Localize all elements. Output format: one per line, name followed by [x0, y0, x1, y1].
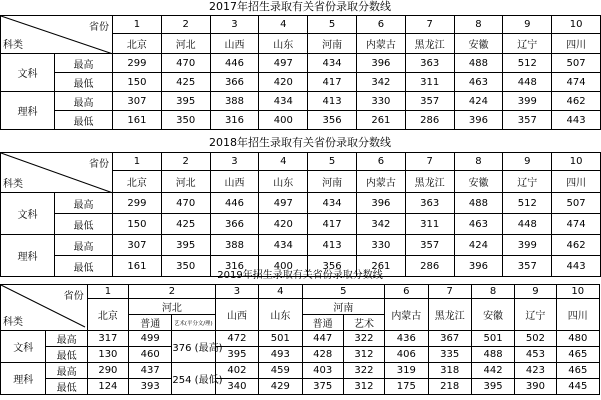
score-cell: 161 — [113, 256, 162, 277]
table-2017-section — [0, 0, 600, 130]
category-like: 理科 — [1, 92, 55, 130]
diagonal-header-cell — [1, 285, 88, 331]
col-number: 9 — [515, 285, 556, 299]
col-number: 5 — [302, 285, 385, 299]
score-cell: 357 — [405, 92, 454, 111]
province-name: 河北 — [161, 34, 210, 54]
score-cell: 130 — [87, 347, 128, 363]
score-cell: 322 — [343, 331, 384, 347]
score-cell: 395 — [161, 235, 210, 256]
score-cell: 350 — [161, 111, 210, 130]
province-name: 四川 — [552, 34, 601, 54]
score-cell: 330 — [356, 235, 405, 256]
score-cell: 396 — [454, 256, 503, 277]
score-cell: 150 — [113, 73, 162, 92]
col-number: 3 — [215, 285, 258, 299]
sub-header-small: 艺术(平分文/理) — [174, 320, 213, 327]
col-number: 8 — [454, 153, 503, 171]
score-cell: 399 — [503, 92, 552, 111]
score-table-2019 — [0, 284, 600, 395]
col-number: 10 — [552, 16, 601, 34]
score-cell: 470 — [161, 54, 210, 73]
score-cell: 340 — [215, 379, 258, 395]
col-number: 8 — [471, 285, 514, 299]
col-number: 4 — [259, 153, 308, 171]
score-cell: 395 — [215, 347, 258, 363]
col-number: 3 — [210, 153, 259, 171]
score-cell: 299 — [113, 193, 162, 214]
province-name: 黑龙江 — [405, 34, 454, 54]
province-name: 河南 — [302, 299, 385, 315]
score-cell: 446 — [210, 193, 259, 214]
row-label-min: 最低 — [46, 347, 87, 363]
col-number: 1 — [87, 285, 128, 299]
score-cell: 396 — [356, 193, 405, 214]
score-cell: 366 — [210, 73, 259, 92]
score-cell: 436 — [385, 331, 428, 347]
score-cell: 413 — [308, 92, 357, 111]
score-cell: 446 — [210, 54, 259, 73]
score-cell: 318 — [428, 363, 471, 379]
score-cell: 261 — [356, 256, 405, 277]
score-cell: 175 — [385, 379, 428, 395]
category-wenke: 文科 — [1, 331, 46, 363]
province-name: 河南 — [308, 34, 357, 54]
col-number: 2 — [161, 16, 210, 34]
province-name: 黑龙江 — [428, 299, 471, 331]
score-table-2018 — [0, 152, 601, 277]
col-number: 9 — [503, 16, 552, 34]
row-label-max: 最高 — [55, 235, 113, 256]
score-cell: 488 — [471, 347, 514, 363]
score-cell: 445 — [556, 379, 599, 395]
score-cell: 316 — [210, 256, 259, 277]
sub-header: 艺术 — [343, 315, 384, 331]
score-cell: 501 — [471, 331, 514, 347]
score-cell: 447 — [302, 331, 343, 347]
province-name: 辽宁 — [503, 171, 552, 193]
province-name: 北京 — [87, 299, 128, 331]
category-wenke: 文科 — [1, 54, 55, 92]
row-label-min: 最低 — [46, 379, 87, 395]
category-like: 理科 — [1, 235, 55, 277]
score-cell: 286 — [405, 111, 454, 130]
col-number: 3 — [210, 16, 259, 34]
score-cell: 399 — [503, 235, 552, 256]
score-cell: 488 — [454, 54, 503, 73]
province-name: 山东 — [259, 34, 308, 54]
table-2018-section — [0, 133, 600, 277]
score-cell: 470 — [161, 193, 210, 214]
score-cell: 396 — [454, 111, 503, 130]
score-cell: 425 — [161, 73, 210, 92]
score-cell: 357 — [503, 111, 552, 130]
score-cell: 472 — [215, 331, 258, 347]
col-number: 6 — [356, 16, 405, 34]
category-like: 理科 — [1, 363, 46, 395]
score-cell: 312 — [343, 347, 384, 363]
score-cell: 417 — [308, 73, 357, 92]
score-cell: 400 — [259, 256, 308, 277]
score-cell: 423 — [515, 363, 556, 379]
score-cell: 319 — [385, 363, 428, 379]
diagonal-header-cell — [1, 16, 113, 54]
row-label-min: 最低 — [55, 256, 113, 277]
province-name: 四川 — [556, 299, 599, 331]
table-2019-section — [0, 268, 600, 395]
score-cell: 501 — [259, 331, 302, 347]
province-name: 山西 — [210, 34, 259, 54]
score-cell: 460 — [129, 347, 172, 363]
art-score-cell: 254 (最低) — [172, 363, 215, 395]
score-cell: 366 — [210, 214, 259, 235]
score-cell: 403 — [302, 363, 343, 379]
score-cell: 493 — [259, 347, 302, 363]
score-cell: 474 — [552, 73, 601, 92]
col-number: 2 — [161, 153, 210, 171]
score-cell: 342 — [356, 214, 405, 235]
category-header: 科类 — [3, 317, 23, 328]
row-label-min: 最低 — [55, 214, 113, 235]
score-cell: 312 — [343, 379, 384, 395]
score-cell: 507 — [552, 193, 601, 214]
province-header: 省份 — [63, 291, 84, 302]
score-cell: 335 — [428, 347, 471, 363]
score-cell: 424 — [454, 235, 503, 256]
score-cell: 311 — [405, 73, 454, 92]
score-cell: 434 — [259, 92, 308, 111]
score-cell: 299 — [113, 54, 162, 73]
row-label-max: 最高 — [55, 92, 113, 111]
province-name: 安徽 — [471, 299, 514, 331]
province-name: 安徽 — [454, 171, 503, 193]
score-cell: 290 — [87, 363, 128, 379]
score-cell: 218 — [428, 379, 471, 395]
score-cell: 425 — [161, 214, 210, 235]
score-cell: 402 — [215, 363, 258, 379]
score-cell: 437 — [129, 363, 172, 379]
score-cell: 286 — [405, 256, 454, 277]
score-cell: 465 — [556, 363, 599, 379]
province-name: 内蒙古 — [356, 171, 405, 193]
col-number: 6 — [356, 153, 405, 171]
score-cell: 330 — [356, 92, 405, 111]
col-number: 2 — [129, 285, 216, 299]
score-cell: 497 — [259, 193, 308, 214]
score-table-2017 — [0, 15, 601, 130]
score-cell: 342 — [356, 73, 405, 92]
score-cell: 417 — [308, 214, 357, 235]
score-cell: 420 — [259, 73, 308, 92]
province-name: 内蒙古 — [356, 34, 405, 54]
table-title: 2019年招生录取有关省份录取分数线 — [217, 270, 383, 281]
score-cell: 316 — [210, 111, 259, 130]
score-cell: 474 — [552, 214, 601, 235]
col-number: 4 — [259, 16, 308, 34]
province-name: 山西 — [215, 299, 258, 331]
score-cell: 367 — [428, 331, 471, 347]
score-cell: 507 — [552, 54, 601, 73]
score-cell: 442 — [471, 363, 514, 379]
province-name: 辽宁 — [515, 299, 556, 331]
category-header: 科类 — [3, 40, 23, 51]
score-cell: 497 — [259, 54, 308, 73]
score-cell: 307 — [113, 92, 162, 111]
score-cell: 150 — [113, 214, 162, 235]
table-title: 2017年招生录取有关省份录取分数线 — [209, 0, 391, 13]
score-cell: 463 — [454, 73, 503, 92]
col-number: 1 — [113, 153, 162, 171]
score-cell: 499 — [129, 331, 172, 347]
score-cell: 311 — [405, 214, 454, 235]
col-number: 10 — [552, 153, 601, 171]
province-name: 河南 — [308, 171, 357, 193]
score-cell: 322 — [343, 363, 384, 379]
score-cell: 388 — [210, 92, 259, 111]
score-cell: 406 — [385, 347, 428, 363]
score-cell: 356 — [308, 256, 357, 277]
diagonal-header-cell — [1, 153, 113, 193]
col-number: 1 — [113, 16, 162, 34]
score-cell: 480 — [556, 331, 599, 347]
score-cell: 350 — [161, 256, 210, 277]
score-cell: 462 — [552, 235, 601, 256]
province-name: 山东 — [259, 171, 308, 193]
score-cell: 443 — [552, 256, 601, 277]
province-name: 北京 — [113, 171, 162, 193]
score-cell: 420 — [259, 214, 308, 235]
col-number: 6 — [385, 285, 428, 299]
sub-header: 普通 — [129, 315, 172, 331]
score-cell: 124 — [87, 379, 128, 395]
row-label-max: 最高 — [46, 331, 87, 347]
province-name: 河北 — [129, 299, 216, 315]
province-name: 辽宁 — [503, 34, 552, 54]
score-cell: 453 — [515, 347, 556, 363]
score-cell: 396 — [356, 54, 405, 73]
score-cell: 463 — [454, 214, 503, 235]
score-cell: 459 — [259, 363, 302, 379]
score-cell: 434 — [308, 54, 357, 73]
score-cell: 428 — [302, 347, 343, 363]
score-cell: 357 — [405, 235, 454, 256]
province-header: 省份 — [89, 22, 109, 33]
col-number: 9 — [503, 153, 552, 171]
province-name: 四川 — [552, 171, 601, 193]
col-number: 8 — [454, 16, 503, 34]
score-cell: 434 — [259, 235, 308, 256]
score-cell: 443 — [552, 111, 601, 130]
category-header: 科类 — [3, 179, 23, 190]
row-label-min: 最低 — [55, 111, 113, 130]
art-score-cell: 376 (最高) — [172, 331, 215, 363]
score-cell: 512 — [503, 193, 552, 214]
score-cell: 357 — [503, 256, 552, 277]
table-title: 2018年招生录取有关省份录取分数线 — [209, 136, 391, 149]
sub-header: 普通 — [302, 315, 343, 331]
score-cell: 395 — [471, 379, 514, 395]
province-header: 省份 — [89, 159, 109, 170]
score-cell: 429 — [259, 379, 302, 395]
score-cell: 395 — [161, 92, 210, 111]
score-cell: 388 — [210, 235, 259, 256]
col-number: 10 — [556, 285, 599, 299]
col-number: 7 — [405, 16, 454, 34]
col-number: 7 — [428, 285, 471, 299]
category-wenke: 文科 — [1, 193, 55, 235]
row-label-max: 最高 — [55, 54, 113, 73]
row-label-max: 最高 — [46, 363, 87, 379]
score-cell: 448 — [503, 73, 552, 92]
score-cell: 400 — [259, 111, 308, 130]
province-name: 山西 — [210, 171, 259, 193]
province-name: 内蒙古 — [385, 299, 428, 331]
score-cell: 363 — [405, 54, 454, 73]
score-cell: 307 — [113, 235, 162, 256]
score-cell: 393 — [129, 379, 172, 395]
province-name: 安徽 — [454, 34, 503, 54]
score-cell: 512 — [503, 54, 552, 73]
score-cell: 375 — [302, 379, 343, 395]
province-name: 黑龙江 — [405, 171, 454, 193]
col-number: 4 — [259, 285, 302, 299]
score-cell: 363 — [405, 193, 454, 214]
score-cell: 356 — [308, 111, 357, 130]
row-label-min: 最低 — [55, 73, 113, 92]
score-cell: 434 — [308, 193, 357, 214]
score-cell: 317 — [87, 331, 128, 347]
score-cell: 413 — [308, 235, 357, 256]
sub-header — [172, 315, 215, 331]
score-cell: 390 — [515, 379, 556, 395]
score-cell: 161 — [113, 111, 162, 130]
col-number: 7 — [405, 153, 454, 171]
score-cell: 448 — [503, 214, 552, 235]
score-cell: 261 — [356, 111, 405, 130]
row-label-max: 最高 — [55, 193, 113, 214]
score-cell: 465 — [556, 347, 599, 363]
score-cell: 502 — [515, 331, 556, 347]
col-number: 5 — [308, 16, 357, 34]
province-name: 山东 — [259, 299, 302, 331]
province-name: 河北 — [161, 171, 210, 193]
score-cell: 462 — [552, 92, 601, 111]
col-number: 5 — [308, 153, 357, 171]
score-cell: 488 — [454, 193, 503, 214]
score-cell: 424 — [454, 92, 503, 111]
province-name: 北京 — [113, 34, 162, 54]
